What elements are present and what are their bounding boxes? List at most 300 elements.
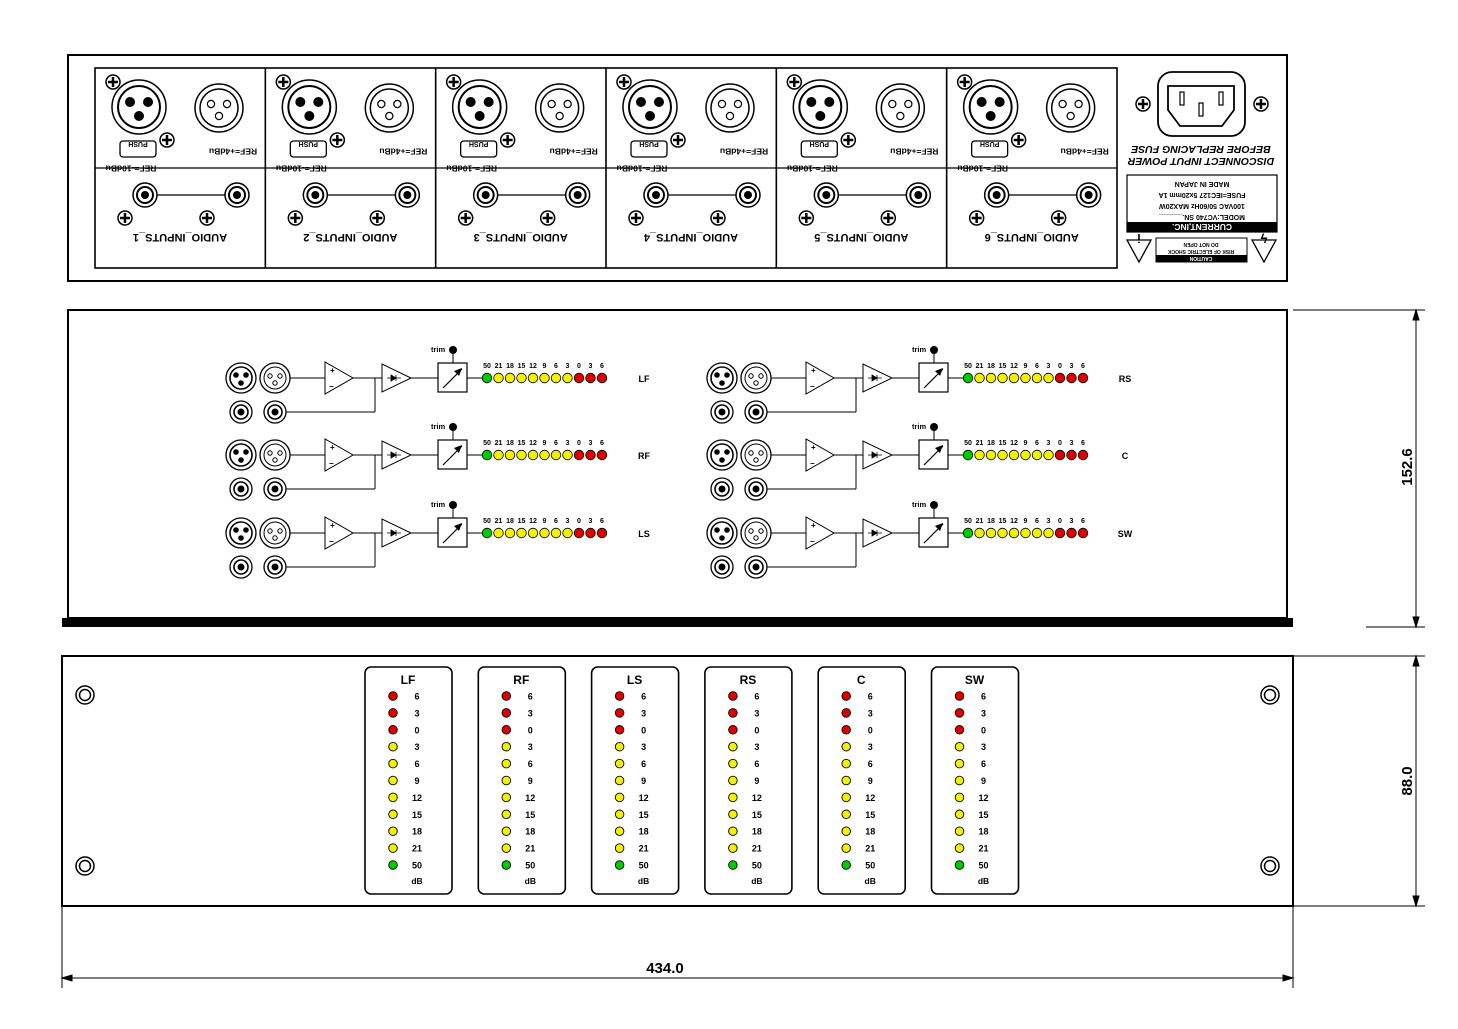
xlr-male-connector-icon [112,80,166,134]
fuse-label: FUSE=IEC127 5x20mm 1A [1158,191,1246,198]
info-symbol: i [1137,231,1141,246]
scale-label: 15 [978,809,989,820]
channel-label: AUDIO_INPUTS_6 [984,230,1079,243]
level-led [540,373,550,383]
iec-inlet-left-pin [1180,92,1184,105]
scale-tick-label: 6 [600,363,604,370]
ref-low-label: REF=-10dBu [786,163,838,174]
channel-name: LF [638,374,650,384]
scale-label: 6 [867,759,873,770]
push-label: PUSH [128,140,148,147]
scale-tick-label: 18 [987,518,995,525]
scale-tick-label: 3 [565,518,570,525]
meter-rs [705,667,792,894]
scale-label: 50 [865,860,876,871]
ref-high-label: REF=+4dBu [1060,146,1109,157]
scale-tick-label: 9 [542,363,547,370]
trim-label: trim [912,422,927,431]
trim-label: trim [912,345,927,354]
level-led [502,827,511,836]
level-led [586,373,596,383]
meter-title: LS [626,673,643,687]
level-led [963,528,973,538]
scale-tick-label: 0 [1058,518,1062,525]
rca-screw-icon [881,211,895,225]
xlr-screw-icon [447,75,461,89]
minus-sign: − [329,382,334,391]
channel-label: AUDIO_INPUTS_2 [303,230,398,243]
minus-sign: − [810,459,815,468]
level-led [729,861,738,870]
rca-jack-icon [225,183,249,207]
scale-tick-label: 3 [1046,363,1051,370]
rca-screw-icon [541,211,555,225]
scale-tick-label: 9 [1023,440,1028,447]
level-led [528,528,538,538]
level-led [1009,528,1019,538]
channel-name: RS [1118,374,1132,384]
scale-tick-label: 21 [494,518,503,525]
channel-name: LS [638,529,650,539]
level-led [551,450,561,460]
ref-high-label: REF=+4dBu [208,146,258,157]
rca-screw-icon [370,211,384,225]
scale-tick-label: 6 [1035,518,1039,525]
xlr-female-connector-icon [706,84,754,132]
meter-ls [592,667,679,894]
level-led [502,709,511,718]
level-led [729,742,738,751]
rca-screw-icon [288,211,302,225]
xlr-screw-icon [160,133,174,147]
level-led [389,726,398,735]
scale-label: 18 [411,826,423,837]
trim-knob-icon [449,501,457,509]
xlr-female-connector-icon [260,363,290,393]
scale-label: 3 [414,708,420,719]
scale-tick-label: 0 [1058,363,1062,370]
trim-knob-icon [930,346,938,354]
meter-title: RS [739,673,757,687]
level-led [494,373,504,383]
scale-tick-label: 6 [554,363,558,370]
scale-tick-label: 3 [588,363,593,370]
level-led [502,759,511,768]
level-led [615,861,624,870]
minus-sign: − [810,382,815,391]
level-led [1044,373,1054,383]
scale-tick-label: 12 [529,518,537,525]
meter-lf [365,667,452,894]
scale-tick-label: 50 [964,518,972,525]
scale-tick-label: 9 [542,518,547,525]
level-led [1078,373,1088,383]
scale-tick-label: 0 [577,518,581,525]
rca-jack-icon [230,401,252,423]
level-led [955,776,964,785]
scale-label: 3 [527,708,533,719]
level-led [505,528,515,538]
rca-jack-icon [985,183,1009,207]
scale-label: 21 [751,843,762,854]
level-led [502,692,511,701]
channel-label: AUDIO_INPUTS_4 [643,230,739,243]
xlr-female-connector-icon [1047,84,1095,132]
scale-label: 15 [525,809,536,820]
level-led [389,793,398,802]
level-led [842,692,851,701]
scale-tick-label: 6 [600,440,604,447]
xlr-male-connector-icon [282,80,336,134]
level-led [963,373,973,383]
scale-label: 3 [527,742,533,753]
scale-label: 9 [754,776,760,786]
unit-label: dB [751,876,763,886]
level-led [729,827,738,836]
xlr-male-connector-icon [226,440,256,470]
scale-tick-label: 18 [987,440,995,447]
scale-label: 0 [754,725,760,736]
scale-label: 12 [751,792,762,803]
level-led [1021,450,1031,460]
scale-label: 6 [527,759,533,770]
trim-pot-icon [919,440,948,469]
level-led [551,528,561,538]
level-led [615,709,624,718]
level-led [505,373,515,383]
scale-label: 15 [638,809,649,820]
scale-label: 21 [638,843,649,854]
scale-label: 3 [980,742,987,753]
xlr-male-connector-icon [964,80,1018,134]
scale-tick-label: 6 [1081,363,1085,370]
meter-title: RF [513,673,530,687]
trim-pot-icon [919,518,948,547]
ref-high-label: REF=+4dBu [890,146,939,157]
scale-tick-label: 50 [483,518,491,525]
scale-tick-label: 3 [1046,440,1051,447]
level-led [502,726,511,735]
scale-tick-label: 15 [998,440,1007,447]
level-led [389,709,398,718]
xlr-male-connector-icon [623,80,677,134]
scale-label: 21 [525,843,536,854]
frame-screw-bottom-right [1261,857,1279,875]
xlr-female-connector-icon [741,518,771,548]
rca-jack-icon [745,556,767,578]
level-led [986,528,996,538]
level-led [955,692,964,701]
rca-screw-icon [459,211,473,225]
trim-pot-icon [438,518,467,547]
meter-sw [932,667,1019,894]
scale-tick-label: 15 [998,518,1007,525]
rca-jack-icon [711,401,733,423]
level-led [389,810,398,819]
scale-tick-label: 18 [506,440,514,447]
rca-jack-icon [133,183,157,207]
meter-title: SW [964,673,985,687]
scale-label: 6 [980,691,987,702]
scale-label: 12 [865,792,876,803]
level-led [842,827,851,836]
xlr-screw-icon [1012,133,1026,147]
xlr-female-connector-icon [260,440,290,470]
level-led [615,776,624,785]
channel-name: SW [1117,529,1133,539]
level-led [729,759,738,768]
xlr-screw-icon [106,75,120,89]
level-led [955,742,964,751]
level-led [1032,373,1042,383]
level-led [502,810,511,819]
xlr-female-connector-icon [876,84,924,132]
xlr-female-connector-icon [195,84,243,132]
channel-name: RF [638,451,650,461]
xlr-female-connector-icon [741,440,771,470]
scale-label: 6 [414,759,420,770]
level-led [1055,373,1065,383]
level-led [842,742,851,751]
scale-label: 18 [751,826,762,837]
scale-tick-label: 12 [529,440,537,447]
level-led [729,692,738,701]
level-led [729,726,738,735]
level-led [615,827,624,836]
plus-sign: + [811,366,816,375]
scale-tick-label: 9 [542,440,547,447]
level-led [574,450,584,460]
scale-label: 18 [638,826,649,837]
scale-label: 3 [641,708,647,719]
xlr-male-connector-icon [793,80,847,134]
ref-low-label: REF=-10dBu [275,163,327,174]
level-led [1078,450,1088,460]
meter-title: C [856,673,866,687]
xlr-screw-icon [617,75,631,89]
level-led [975,528,985,538]
level-led [540,450,550,460]
scale-tick-label: 12 [1010,440,1018,447]
unit-label: dB [524,876,536,886]
xlr-female-connector-icon [260,518,290,548]
scale-tick-label: 21 [975,518,984,525]
level-led [482,450,492,460]
frame-screw-top-right [1261,686,1279,704]
push-label: PUSH [809,140,830,147]
scale-tick-label: 6 [1035,440,1039,447]
plus-sign: + [330,521,335,530]
xlr-male-connector-icon [707,363,737,393]
level-led [597,528,607,538]
scale-tick-label: 3 [565,363,570,370]
ref-high-label: REF=+4dBu [549,146,598,157]
scale-tick-label: 3 [1046,518,1051,525]
level-led [517,373,527,383]
level-led [563,528,573,538]
level-led [963,450,973,460]
push-label: PUSH [639,140,659,147]
frame-screw-bottom-left [76,857,94,875]
block-diagram [62,310,1293,627]
scale-label: 21 [411,843,423,854]
power-warning-line2: BEFORE REPLACING FUSE [1131,143,1271,155]
level-led [389,827,398,836]
minus-sign: − [329,459,334,468]
scale-tick-label: 50 [483,440,491,447]
ref-low-label: REF=-10dBu [105,163,157,174]
level-led [1044,450,1054,460]
level-led [540,528,550,538]
level-led [1009,373,1019,383]
width-dimension: 434.0 [646,960,684,977]
xlr-screw-icon [330,133,344,147]
rca-jack-icon [745,401,767,423]
scale-tick-label: 6 [600,518,604,525]
rca-jack-icon [230,556,252,578]
level-led [1032,528,1042,538]
level-led [615,726,624,735]
rear-panel [68,55,1287,281]
xlr-screw-icon [671,133,685,147]
level-led [955,810,964,819]
trim-knob-icon [449,423,457,431]
rca-screw-icon [970,211,984,225]
scale-tick-label: 15 [998,363,1007,370]
level-led [517,450,527,460]
scale-tick-label: 3 [588,518,593,525]
level-led [955,827,964,836]
level-led [842,726,851,735]
scale-label: 6 [754,759,760,770]
level-led [597,450,607,460]
scale-label: 0 [527,725,533,736]
level-led [563,450,573,460]
rca-jack-icon [906,183,930,207]
caution-title: CAUTION [1189,255,1213,261]
scale-tick-label: 50 [483,363,491,370]
level-led [528,450,538,460]
level-led [482,528,492,538]
unit-label: dB [637,876,650,886]
level-led [502,793,511,802]
scale-label: 18 [978,826,989,837]
scale-tick-label: 3 [1069,518,1074,525]
level-led [389,742,398,751]
caution-line1: RISK OF ELECTRIC SHOCK [1167,248,1235,254]
rca-screw-icon [799,211,813,225]
iec-inlet-right-pin [1219,92,1223,105]
level-led [615,810,624,819]
level-led [505,450,515,460]
scale-label: 3 [867,708,873,719]
scale-tick-label: 6 [554,518,558,525]
ref-high-label: REF=+4dBu [719,146,769,157]
rca-jack-icon [395,183,419,207]
level-led [955,726,964,735]
caution-line2: DO NOT OPEN [1183,241,1219,247]
level-led [615,844,624,853]
channel-label: AUDIO_INPUTS_3 [473,230,568,243]
level-led [502,844,511,853]
scale-tick-label: 3 [588,440,593,447]
scale-label: 18 [865,826,876,837]
scale-label: 50 [978,860,989,871]
xlr-female-connector-icon [741,363,771,393]
xlr-male-connector-icon [226,363,256,393]
power-warning-line1: DISCONNECT INPUT POWER [1127,155,1275,167]
rca-jack-icon [745,478,767,500]
level-led [551,373,561,383]
scale-tick-label: 3 [565,440,570,447]
xlr-screw-icon [276,75,290,89]
channel-name: C [1121,451,1129,461]
scale-label: 6 [754,691,760,702]
push-label: PUSH [468,140,489,147]
depth-dimension: 152.6 [1399,448,1416,486]
meter-c [818,667,905,894]
scale-tick-label: 6 [1081,518,1085,525]
level-led [517,528,527,538]
ref-low-label: REF=-10dBu [957,163,1009,174]
xlr-male-connector-icon [707,440,737,470]
model-label: MODEL:VC740 SN.______ [1159,213,1245,220]
scale-tick-label: 21 [975,440,984,447]
channel-label: AUDIO_INPUTS_1 [132,230,228,243]
level-led [842,709,851,718]
level-led [615,692,624,701]
rca-jack-icon [711,556,733,578]
scale-label: 6 [641,691,647,702]
level-led [1021,528,1031,538]
scale-tick-label: 18 [987,363,995,370]
trim-knob-icon [449,346,457,354]
trim-pot-icon [919,363,948,392]
ref-high-label: REF=+4dBu [379,146,428,157]
scale-tick-label: 3 [1069,363,1074,370]
ref-low-label: REF=-10dBu [446,163,498,174]
unit-label: dB [411,876,423,886]
level-led [975,373,985,383]
level-led [597,373,607,383]
level-led [1021,373,1031,383]
brand-label: CURRENT,INC. [1172,222,1232,232]
level-led [615,759,624,768]
rca-screw-icon [1052,211,1066,225]
scale-label: 12 [525,792,536,803]
scale-label: 6 [641,759,647,770]
plus-sign: + [330,443,335,452]
level-led [729,776,738,785]
level-led [1067,373,1077,383]
rca-jack-icon [474,183,498,207]
level-led [986,450,996,460]
rca-jack-icon [814,183,838,207]
trim-knob-icon [930,501,938,509]
level-led [955,793,964,802]
scale-tick-label: 0 [577,440,581,447]
frame-screw-top-left [76,686,94,704]
scale-tick-label: 21 [494,363,503,370]
level-led [842,759,851,768]
level-led [1067,450,1077,460]
channel-label: AUDIO_INPUTS_5 [814,230,909,243]
level-led [1009,450,1019,460]
ref-low-label: REF=-10dBu [616,163,668,174]
scale-label: 3 [641,742,647,753]
scale-label: 6 [980,759,987,770]
xlr-female-connector-icon [365,84,413,132]
